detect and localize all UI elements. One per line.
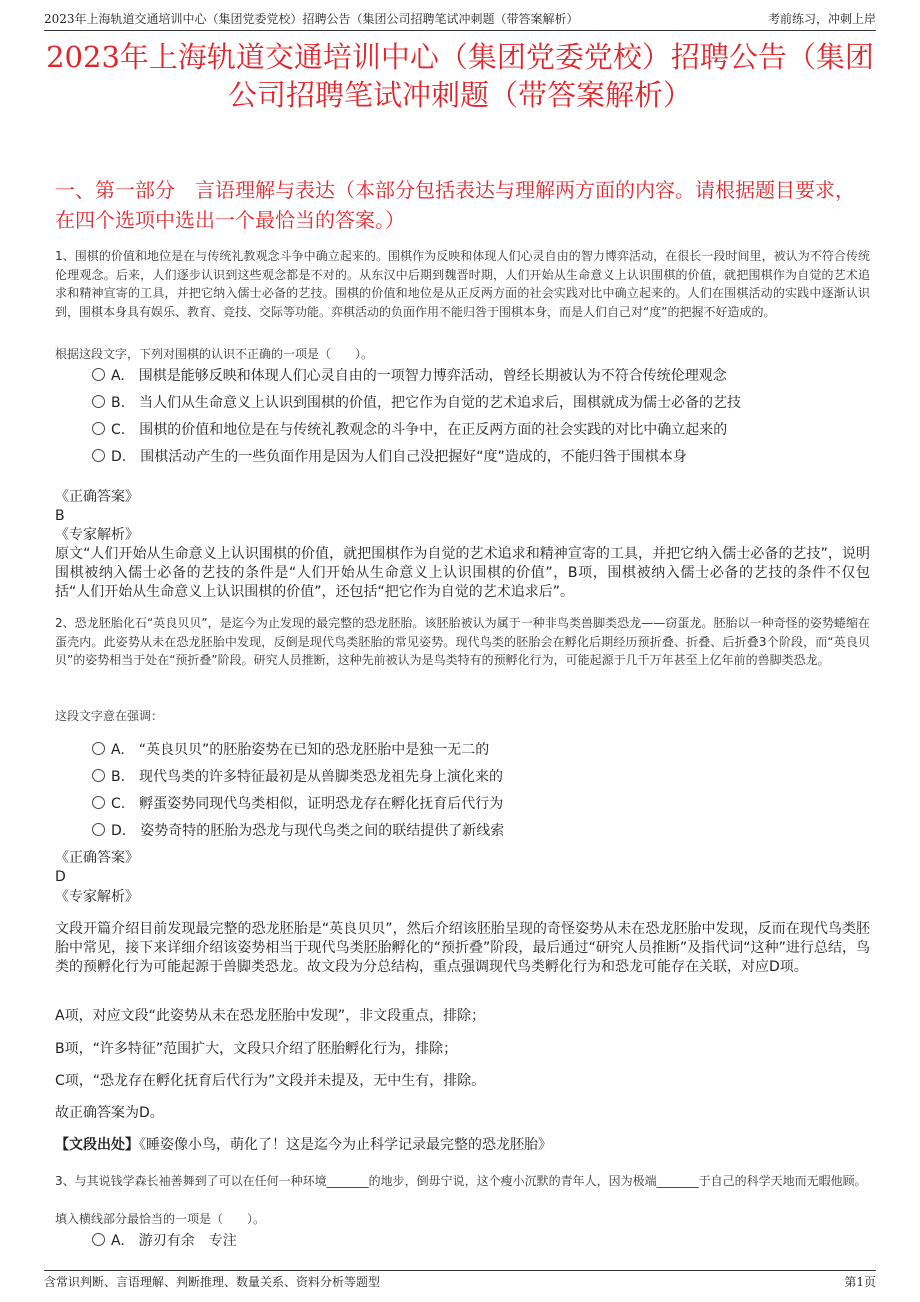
source-label: 【文段出处】 (55, 1137, 139, 1153)
q1-answer-label: 《正确答案》 (55, 489, 139, 505)
radio-icon[interactable] (92, 449, 105, 462)
q2-stem: 2、恐龙胚胎化石“英良贝贝”，是迄今为止发现的最完整的恐龙胚胎。该胚胎被认为属于一种非鸟类兽脚类恐龙——窃蛋龙。胚胎以一种奇怪的姿势蜷缩在蛋壳内。此姿势从未在恐龙胚胎中发现，反倒是现代鸟类胚胎的常见姿势。现代鸟类的胚胎会在孵化后期经历预折叠、折叠、后折叠3个阶段，而“英良贝贝”的姿势相当于处在“预折叠”阶段。研究人员推断，这种先前被认为是鸟类特有的预孵化行为，可能起源于几千万年甚至上亿年前的兽脚类恐龙。 (55, 616, 870, 667)
radio-icon[interactable] (92, 742, 105, 755)
q1-answer: B (55, 508, 65, 524)
q2-note-a: A项，对应文段“此姿势从未在恐龙胚胎中发现”，非文段重点，排除； (55, 1008, 486, 1024)
q1-option-b[interactable]: B. 当人们从生命意义上认识到围棋的价值，把它作为自觉的艺术追求后，围棋就成为儒士必备的艺技 (92, 393, 870, 413)
header-doc-title: 2023年上海轨道交通培训中心（集团党委党校）招聘公告（集团公司招聘笔试冲刺题（带答案解析） (44, 12, 579, 26)
q3-stem: 3、与其说钱学森长袖善舞到了可以在任何一种环境_______的地步，倒毋宁说，这个瘦小沉默的青年人，因为极端_______于自己的科学天地而无暇他顾。 (55, 1174, 867, 1188)
q2-option-a[interactable]: A. “英良贝贝”的胚胎姿势在已知的恐龙胚胎中是独一无二的 (92, 740, 870, 760)
page-header (44, 10, 876, 31)
radio-icon[interactable] (92, 422, 105, 435)
page-number: 第1页 (844, 1275, 876, 1289)
footer-note: 含常识判断、言语理解、判断推理、数量关系、资料分析等题型 (44, 1275, 381, 1289)
q1-stem: 1、围棋的价值和地位是在与传统礼教观念斗争中确立起来的。围棋作为反映和体现人们心灵自由的智力博弈活动，在很长一段时间里，被认为不符合传统伦理观念。后来，人们逐步认识到这些观念都是不对的。从东汉中后期到魏晋时期，人们开始从生命意义上认识围棋的价值，就把围棋作为自觉的艺术追求和精神宣寄的工具，并把它纳入儒士必备的艺技。围棋的价值和地位是从正反两方面的社会实践对比中确立起来的。人们在围棋活动的实践中逐渐认识到，围棋本身具有娱乐、教育、竞技、交际等功能。弈棋活动的负面作用不能归咎于围棋本身，而是人们自己对“度”的把握不好造成的。 (55, 249, 870, 319)
q2-analysis-label: 《专家解析》 (55, 889, 139, 905)
radio-icon[interactable] (92, 368, 105, 381)
q2-question: 这段文字意在强调： (55, 709, 164, 723)
q1-option-d[interactable]: D. 围棋活动产生的一些负面作用是因为人们自己没把握好“度”造成的，不能归咎于围棋本身 (92, 447, 870, 467)
radio-icon[interactable] (92, 769, 105, 782)
q2-conclusion: 故正确答案为D。 (55, 1105, 164, 1121)
q1-option-c[interactable]: C. 围棋的价值和地位是在与传统礼教观念的斗争中，在正反两方面的社会实践的对比中确立起来的 (92, 420, 870, 440)
radio-icon[interactable] (92, 1233, 105, 1246)
q2-option-c[interactable]: C. 孵蛋姿势同现代鸟类相似，证明恐龙存在孵化抚育后代行为 (92, 794, 870, 814)
q1-question: 根据这段文字，下列对围棋的认识不正确的一项是（ ）。 (55, 347, 374, 361)
q3-question: 填入横线部分最恰当的一项是（ ）。 (55, 1212, 266, 1226)
source-text: 《睡姿像小鸟，萌化了！这是迄今为止科学记录最完整的恐龙胚胎》 (139, 1137, 552, 1153)
q1-analysis-label: 《专家解析》 (55, 527, 139, 543)
radio-icon[interactable] (92, 823, 105, 836)
q2-option-b[interactable]: B. 现代鸟类的许多特征最初是从兽脚类恐龙祖先身上演化来的 (92, 767, 870, 787)
q1-analysis: 原文“人们开始从生命意义上认识围棋的价值，就把围棋作为自觉的艺术追求和精神宣寄的工具，并把它纳入儒士必备的艺技”，说明围棋被纳入儒士必备的艺技的条件是“人们开始从生命意义上认识围棋的价值”，B项，围棋被纳入儒士必备的艺技的条件不仅包括“人们开始从生命意义上认识围棋的价值”，还包括“把它作为自觉的艺术追求后”。 (55, 546, 870, 600)
q2-analysis: 文段开篇介绍目前发现最完整的恐龙胚胎是“英良贝贝”，然后介绍该胚胎呈现的奇怪姿势从未在恐龙胚胎中发现，反而在现代鸟类胚胎中常见，接下来详细介绍该姿势相当于现代鸟类胚胎孵化的“预折叠”阶段，最后通过“研究人员推断”及指代词“这种”进行总结，鸟类的预孵化行为可能起源于兽脚类恐龙。故文段为分总结构，重点强调现代鸟类孵化行为和恐龙可能存在关联，对应D项。 (55, 921, 870, 975)
q2-source (55, 1136, 870, 1155)
q2-option-d[interactable]: D. 姿势奇特的胚胎为恐龙与现代鸟类之间的联结提供了新线索 (92, 821, 870, 841)
page-footer (44, 1270, 876, 1293)
q2-answer: D (55, 869, 66, 885)
q3-option-a[interactable]: A. 游刃有余 专注 (92, 1231, 870, 1251)
q1-option-a[interactable]: A. 围棋是能够反映和体现人们心灵自由的一项智力博弈活动，曾经长期被认为不符合传统伦理观念 (92, 366, 870, 386)
section-heading: 一、第一部分 言语理解与表达（本部分包括表达与理解两方面的内容。请根据题目要求，在四个选项中选出一个最恰当的答案。） (55, 178, 855, 232)
header-slogan: 考前练习，冲刺上岸 (767, 12, 876, 26)
radio-icon[interactable] (92, 395, 105, 408)
q2-note-c: C项，“恐龙存在孵化抚育后代行为”文段并未提及，无中生有，排除。 (55, 1073, 486, 1089)
radio-icon[interactable] (92, 796, 105, 809)
q2-note-b: B项，“许多特征”范围扩大，文段只介绍了胚胎孵化行为，排除； (55, 1041, 458, 1057)
q2-answer-label: 《正确答案》 (55, 850, 139, 866)
page-title: 2023年上海轨道交通培训中心（集团党委党校）招聘公告（集团公司招聘笔试冲刺题（带答案解析） (46, 40, 874, 112)
